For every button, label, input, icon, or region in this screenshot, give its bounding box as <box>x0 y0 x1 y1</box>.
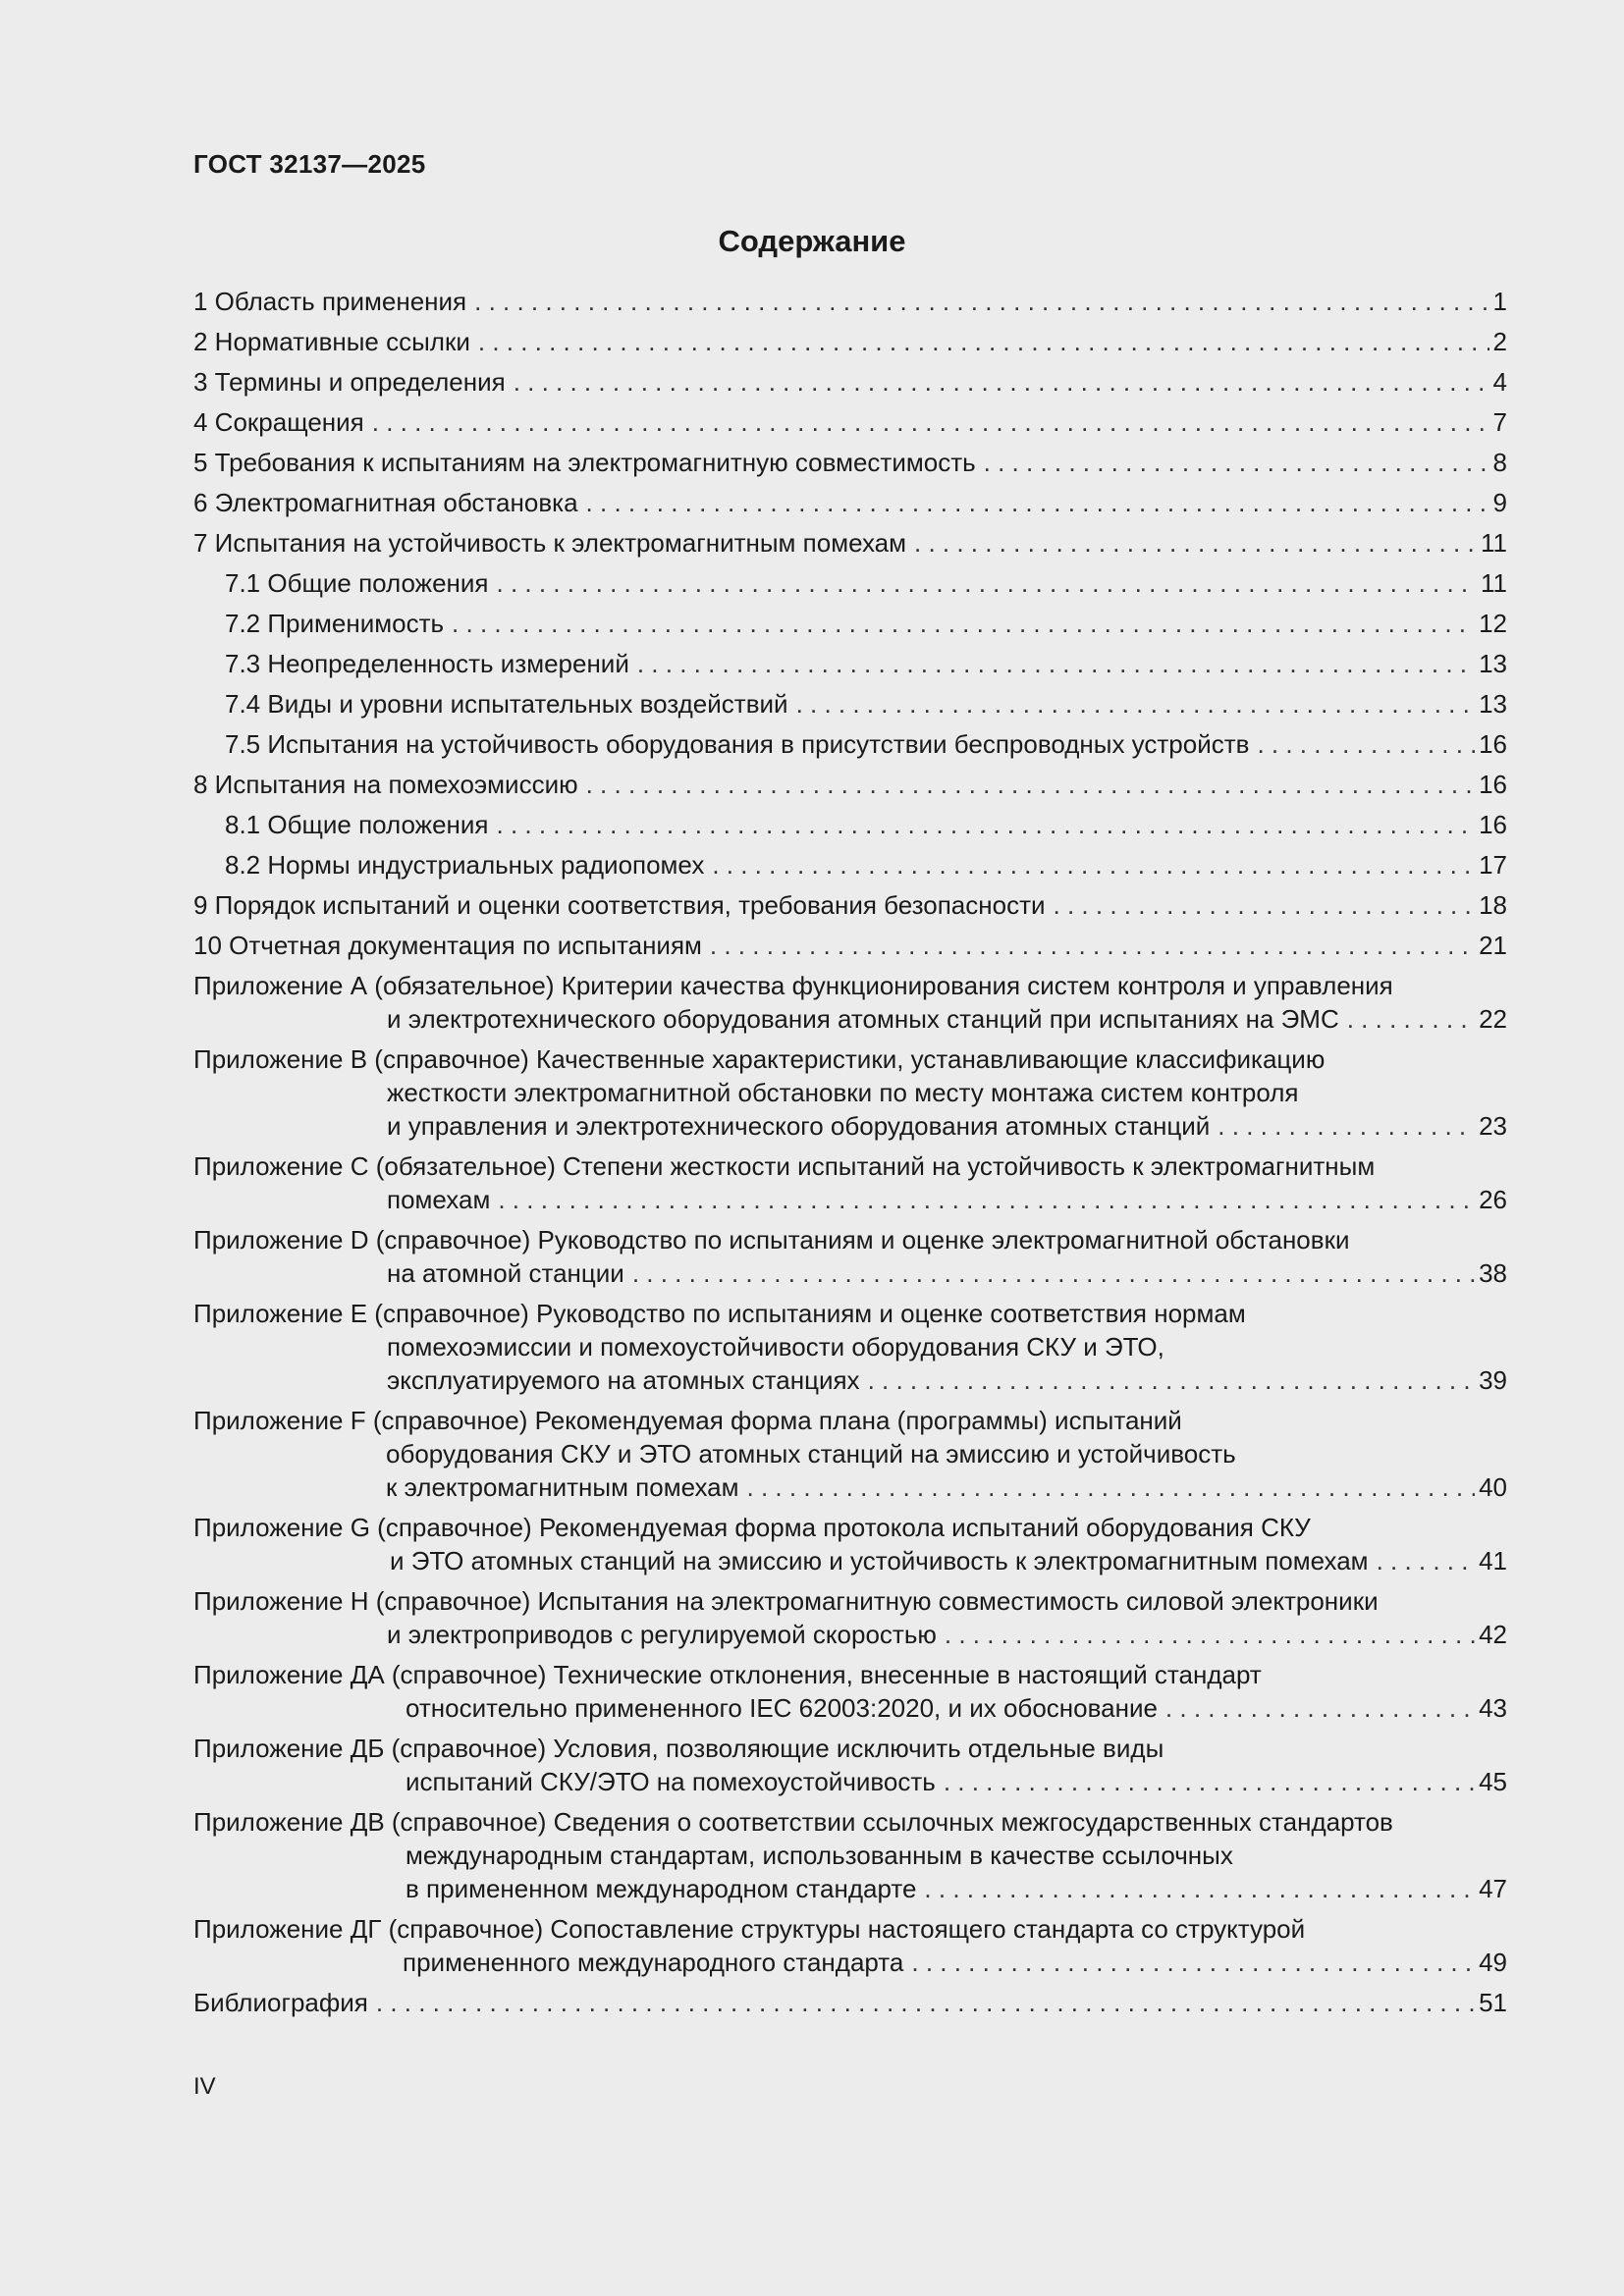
toc-page-number: 22 <box>1479 1004 1507 1034</box>
toc-page-number: 26 <box>1479 1185 1507 1214</box>
toc-entry-title: и ЭТО атомных станций на эмиссию и устойчивость к электромагнитным помехам <box>390 1546 1369 1575</box>
document-header: ГОСТ 32137—2025 <box>193 149 426 179</box>
toc-entry-title: 7.4 Виды и уровни испытательных воздействий <box>225 689 788 719</box>
toc-entry-title: и электротехнического оборудования атомных станций при испытаниях на ЭМС <box>387 1004 1339 1034</box>
toc-line <box>225 687 1507 721</box>
toc-page-number: 39 <box>1479 1365 1507 1395</box>
toc-page-number: 41 <box>1479 1546 1507 1575</box>
toc-page-number: 49 <box>1479 1948 1507 1977</box>
dot-leader <box>372 405 1489 439</box>
toc-entry-title: 4 Сокращения <box>193 407 364 437</box>
toc-entry-title: 3 Термины и определения <box>193 367 506 397</box>
toc-page-number: 8 <box>1492 448 1507 477</box>
dot-leader <box>710 929 1475 962</box>
dot-leader <box>632 1256 1475 1290</box>
toc-page-number: 18 <box>1479 890 1507 920</box>
toc-line <box>225 647 1507 680</box>
toc-entry-title: Приложение ДГ (справочное) Сопоставление структуры настоящего стандарта со структурой <box>193 1914 1306 1944</box>
dot-leader <box>924 1872 1475 1905</box>
toc-page-number: 23 <box>1479 1111 1507 1141</box>
toc-page-number: 11 <box>1481 528 1507 558</box>
toc-entry-title: 6 Электромагнитная обстановка <box>193 488 578 517</box>
toc-entry-title: 9 Порядок испытаний и оценки соответствия, требования безопасности <box>193 890 1046 920</box>
toc-line <box>193 1223 1507 1256</box>
toc-page-number: 7 <box>1492 407 1507 437</box>
dot-leader <box>796 687 1476 721</box>
toc-line <box>193 526 1507 560</box>
toc-page-number: 40 <box>1479 1472 1507 1502</box>
toc-entry-title: 1 Область применения <box>193 287 467 316</box>
toc-entry-title: испытаний СКУ/ЭТО на помехоустойчивость <box>406 1767 936 1796</box>
toc-line <box>406 1872 1507 1905</box>
toc-entry-title: и электроприводов с регулируемой скоростью <box>387 1620 937 1649</box>
toc-line <box>193 1511 1507 1544</box>
toc-page-number: 16 <box>1479 729 1507 759</box>
toc-entry-title: Приложение ДБ (справочное) Условия, позволяющие исключить отдельные виды <box>193 1734 1164 1763</box>
dot-leader <box>868 1363 1476 1397</box>
toc-line <box>386 1470 1507 1504</box>
toc-line <box>193 1297 1507 1330</box>
dot-leader <box>747 1470 1476 1504</box>
dot-leader <box>914 526 1477 560</box>
toc-line <box>387 1330 1507 1363</box>
toc-entry-title: 10 Отчетная документация по испытаниям <box>193 931 702 960</box>
toc-entry-title: Приложение ДВ (справочное) Сведения о соответствии ссылочных межгосударственных стандартов <box>193 1807 1393 1837</box>
page-title: Содержание <box>718 224 906 258</box>
dot-leader <box>497 808 1476 841</box>
toc-page-number: 13 <box>1479 689 1507 719</box>
toc-page-number: 45 <box>1479 1767 1507 1796</box>
dot-leader <box>1054 888 1476 922</box>
toc-entry-title: 8.2 Нормы индустриальных радиопомех <box>225 850 705 880</box>
toc-entry-title: 5 Требования к испытаниям на электромагнитную совместимость <box>193 448 976 477</box>
toc-line <box>386 1437 1507 1470</box>
dot-leader <box>911 1946 1475 1979</box>
toc-page-number: 38 <box>1479 1258 1507 1288</box>
toc-page-number: 42 <box>1479 1620 1507 1649</box>
dot-leader <box>1347 1002 1475 1036</box>
toc-page-number: 13 <box>1479 649 1507 678</box>
toc-page-number: 4 <box>1492 367 1507 397</box>
toc-line <box>225 566 1507 600</box>
toc-entry-title: Приложение С (обязательное) Степени жесткости испытаний на устойчивость к электромагнитным <box>193 1151 1376 1181</box>
toc-line <box>387 1256 1507 1290</box>
toc-entry-title: 8.1 Общие положения <box>225 810 489 839</box>
toc-line <box>387 1109 1507 1143</box>
toc-entry-title: Приложение Н (справочное) Испытания на электромагнитную совместимость силовой электроники <box>193 1586 1379 1616</box>
toc-line <box>193 969 1507 1002</box>
toc-entry-title: и управления и электротехнического оборудования атомных станций <box>387 1111 1211 1141</box>
dot-leader <box>1218 1109 1475 1143</box>
toc-entry-title: Приложение Е (справочное) Руководство по испытаниям и оценке соответствия нормам <box>193 1299 1246 1328</box>
toc-entry-title: Приложение В (справочное) Качественные характеристики, устанавливающие классификацию <box>193 1044 1326 1074</box>
dot-leader <box>474 285 1489 318</box>
toc-entry-title: 2 Нормативные ссылки <box>193 327 470 356</box>
toc-line <box>193 1584 1507 1618</box>
toc-line <box>193 1986 1507 2019</box>
toc-line <box>193 888 1507 922</box>
toc-page-number: 11 <box>1481 568 1507 598</box>
toc-line <box>193 1042 1507 1076</box>
toc-line <box>406 1691 1507 1725</box>
dot-leader <box>1377 1544 1476 1577</box>
toc-line <box>193 929 1507 962</box>
toc-line <box>193 405 1507 439</box>
toc-line <box>387 1618 1507 1651</box>
toc-line <box>225 727 1507 761</box>
toc-page-number: 9 <box>1492 488 1507 517</box>
toc-page-number: 43 <box>1479 1693 1507 1723</box>
toc-line <box>193 1805 1507 1839</box>
toc-line <box>403 1946 1507 1979</box>
toc-entry-title: Приложение D (справочное) Руководство по испытаниям и оценке электромагнитной обстановки <box>193 1225 1350 1255</box>
toc-line <box>193 1732 1507 1765</box>
dot-leader <box>376 1986 1475 2019</box>
toc-entry-title: Приложение F (справочное) Рекомендуемая форма плана (программы) испытаний <box>193 1406 1182 1435</box>
toc-page-number: 47 <box>1479 1874 1507 1903</box>
toc-page-number: 12 <box>1479 609 1507 638</box>
dot-leader <box>712 848 1475 881</box>
dot-leader <box>498 1183 1475 1216</box>
toc-entry-title: 7.5 Испытания на устойчивость оборудования в присутствии беспроводных устройств <box>225 729 1250 759</box>
toc-line <box>225 808 1507 841</box>
toc-line <box>387 1076 1507 1109</box>
toc-page-number: 16 <box>1479 770 1507 799</box>
toc-entry-title: помехам <box>387 1185 491 1214</box>
toc-line <box>193 285 1507 318</box>
toc-page-number: 1 <box>1492 287 1507 316</box>
toc-entry-title: Библиография <box>193 1988 368 2017</box>
toc-line <box>193 768 1507 801</box>
toc-entry-title: 7.1 Общие положения <box>225 568 489 598</box>
toc-entry-title: помехоэмиссии и помехоустойчивости оборудования СКУ и ЭТО, <box>387 1332 1164 1362</box>
dot-leader <box>514 365 1489 399</box>
toc-entry-title: Приложение ДА (справочное) Технические отклонения, внесенные в настоящий стандарт <box>193 1660 1262 1689</box>
toc-entry-title: на атомной станции <box>387 1258 624 1288</box>
toc-line <box>193 1404 1507 1437</box>
toc-line <box>193 325 1507 358</box>
toc-entry-title: 7.2 Применимость <box>225 609 445 638</box>
toc-entry-title: относительно примененного IEC 62003:2020, и их обоснование <box>406 1693 1158 1723</box>
toc-entry-title: жесткости электромагнитной обстановки по месту монтажа систем контроля <box>387 1078 1299 1107</box>
toc-line <box>193 1149 1507 1183</box>
dot-leader <box>984 446 1489 479</box>
toc-entry-title: в примененном международном стандарте <box>406 1874 917 1903</box>
dot-leader <box>478 325 1489 358</box>
toc-entry-title: к электромагнитным помехам <box>386 1472 739 1502</box>
toc-line <box>193 446 1507 479</box>
toc-line <box>387 1183 1507 1216</box>
toc-page-number: 17 <box>1479 850 1507 880</box>
toc-entry-title: 8 Испытания на помехоэмиссию <box>193 770 578 799</box>
toc-page-number: 2 <box>1492 327 1507 356</box>
dot-leader <box>1257 727 1475 761</box>
dot-leader <box>452 607 1475 640</box>
toc-page-number: 21 <box>1479 931 1507 960</box>
toc-line <box>390 1544 1507 1577</box>
toc-line <box>193 486 1507 519</box>
toc-entry-title: 7 Испытания на устойчивость к электромагнитным помехам <box>193 528 906 558</box>
toc-line <box>193 1658 1507 1691</box>
toc-entry-title: международным стандартам, использованным в качестве ссылочных <box>406 1841 1233 1870</box>
toc-page-number: 16 <box>1479 810 1507 839</box>
dot-leader <box>586 768 1475 801</box>
toc-entry-title: примененного международного стандарта <box>403 1948 904 1977</box>
dot-leader <box>1165 1691 1475 1725</box>
dot-leader <box>944 1765 1475 1798</box>
toc-line <box>225 848 1507 881</box>
toc-entry-title: эксплуатируемого на атомных станциях <box>387 1365 860 1395</box>
page-number: IV <box>193 2073 216 2100</box>
toc-entry-title: 7.3 Неопределенность измерений <box>225 649 629 678</box>
toc-line <box>406 1839 1507 1872</box>
toc-line <box>193 1912 1507 1946</box>
dot-leader <box>497 566 1478 600</box>
toc-line <box>406 1765 1507 1798</box>
toc-line <box>387 1002 1507 1036</box>
toc-line <box>225 607 1507 640</box>
toc-line <box>387 1363 1507 1397</box>
toc-page-number: 51 <box>1479 1988 1507 2017</box>
dot-leader <box>945 1618 1475 1651</box>
toc-line <box>193 365 1507 399</box>
dot-leader <box>637 647 1475 680</box>
toc-entry-title: Приложение А (обязательное) Критерии качества функционирования систем контроля и управления <box>193 971 1393 1000</box>
toc-entry-title: оборудования СКУ и ЭТО атомных станций на эмиссию и устойчивость <box>386 1439 1236 1468</box>
dot-leader <box>586 486 1489 519</box>
toc-entry-title: Приложение G (справочное) Рекомендуемая форма протокола испытаний оборудования СКУ <box>193 1513 1311 1542</box>
